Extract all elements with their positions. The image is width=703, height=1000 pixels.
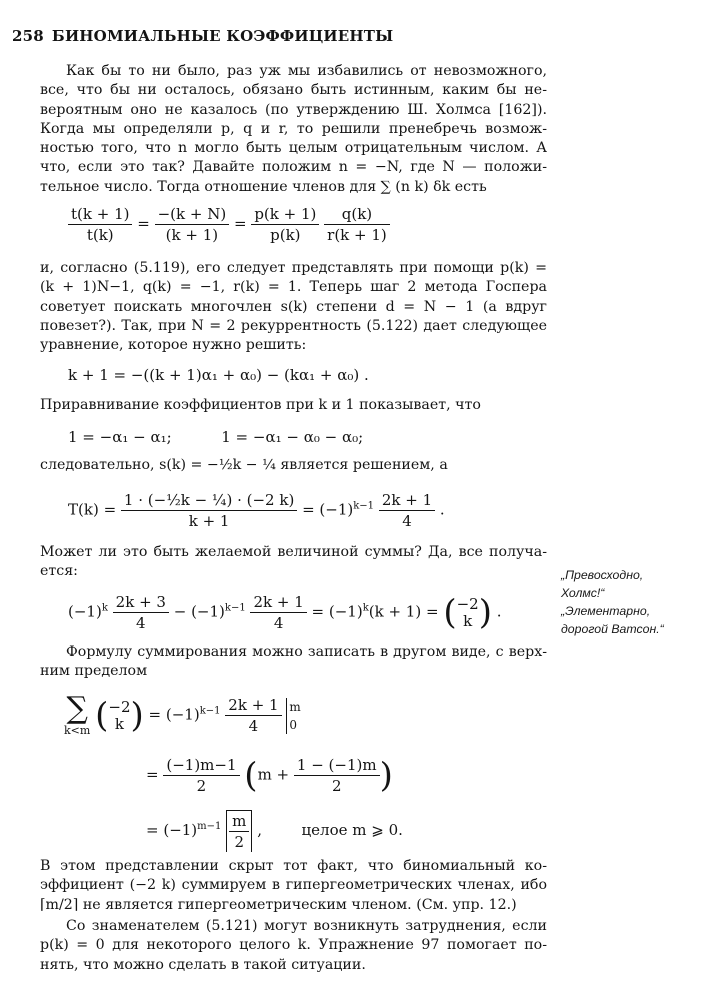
paragraph-5 — [40, 543, 547, 582]
eq6-l1-num: 2k + 1 — [225, 695, 281, 716]
eq6-l3-pre: = (−1) — [146, 821, 198, 839]
eq5-binom-top: −2 — [456, 594, 479, 613]
eq5-b-num: 2k + 1 — [250, 592, 306, 613]
eq6-l2-pre: = — [146, 765, 159, 784]
eq1-r1-num: p(k + 1) — [251, 204, 319, 225]
eq3-right: 1 = −α₁ − α₀ − α₀; — [221, 428, 364, 446]
text-line: повезет?). Так, при N = 2 рекуррентность (5.122) дает следующее — [40, 317, 547, 334]
running-header — [12, 27, 393, 45]
text-line: (k + 1)N−1, q(k) = −1, r(k) = 1. Теперь шаг 2 метода Госпера — [40, 279, 547, 296]
equation-term-ratio: $\frac{t(k + 1)}{t(k)}$ = $\frac{-(k + N)}{(k + 1)}$ = $\frac{p(k + 1)}{p(k)}$ $\frac{q(k)}{r(k + 1)}$ — [68, 204, 390, 245]
text-line: p(k) = 0 для некоторого целого k. Упражнение 97 помогает по- — [40, 937, 547, 954]
text-line: Как бы то ни было, раз уж мы избавились от невозможного, — [66, 63, 547, 79]
eq6-l1-den: 4 — [248, 717, 259, 735]
text-line: уравнение, которое нужно решить: — [40, 337, 307, 354]
eq4-num: 1 · (−½k − ¼) · (−2 k) — [121, 490, 297, 511]
text-line: следовательно, s(k) = −½k − ¼ является решением, а — [40, 457, 448, 473]
text-line: Когда мы определяли p, q и r, то решили пренебречь возмож- — [40, 120, 547, 137]
sum-lower-limit: k<m — [64, 724, 91, 737]
eq6-bar-bot: 0 — [289, 717, 297, 732]
margin-note-line: Холмс!“ — [561, 586, 605, 600]
page-number: 258 — [12, 27, 44, 45]
text-line: ⌈m/2⌉ не является гипергеометрическим членом. (См. упр. 12.) — [40, 896, 517, 913]
eq5-b-den: 4 — [273, 614, 284, 632]
text-line: ним пределом — [40, 663, 148, 680]
eq5-a-den: 4 — [136, 614, 146, 632]
eq6-l1-pre: = (−1) — [148, 705, 200, 724]
eq1-r1-den: p(k) — [270, 226, 301, 244]
eq1-lhs-den: t(k) — [86, 226, 114, 244]
text-line: ностью того, что n могло быть целым отрицательным числом. А — [40, 140, 547, 157]
eq4-rhs-exp: k−1 — [353, 500, 375, 512]
sum-sign: ∑ — [66, 691, 88, 726]
text-line: Со знаменателем (5.121) могут возникнуть затруднения, если — [66, 918, 547, 934]
text-line: нять, что можно сделать в такой ситуации. — [40, 956, 366, 973]
eq6-l1-exp: k−1 — [199, 705, 221, 717]
equation-recurrence: k + 1 = −((k + 1)α₁ + α₀) − (kα₁ + α₀) . — [68, 366, 369, 384]
eq6-l3-exp: m−1 — [197, 821, 222, 832]
paragraph-6 — [40, 643, 547, 682]
eq4-rhs-den: 4 — [402, 512, 412, 530]
eq4-lhs: T(k) = — [68, 500, 117, 519]
equation-coefficients — [68, 428, 363, 446]
eq3-left: 1 = −α₁ − α₁; — [68, 428, 172, 446]
eq1-r2-den: r(k + 1) — [327, 226, 387, 244]
text-line: все, что бы ни осталось, обязано быть истинным, каким бы не- — [40, 82, 547, 99]
text-line: Приравнивание коэффициентов при k и 1 показывает, что — [40, 397, 481, 413]
margin-note-line: дорогой Ватсон.“ — [561, 622, 664, 636]
eq5-b-exp: k−1 — [224, 602, 246, 614]
eq6-l2-den: 2 — [196, 777, 207, 795]
text-line: ется: — [40, 563, 78, 580]
equation-T-of-k — [68, 490, 445, 531]
eq6-binom-top: −2 — [108, 697, 131, 716]
eq6-l3-den: 2 — [234, 833, 245, 851]
eq6-bar-top: m — [289, 699, 301, 714]
eq1-r2-num: q(k) — [324, 204, 390, 225]
paragraph-7 — [40, 857, 547, 915]
paragraph-4 — [40, 456, 547, 475]
paragraph-1 — [40, 62, 547, 197]
eq6-l2-num: (−1)m−1 — [163, 755, 239, 776]
paragraph-2 — [40, 259, 547, 355]
text-line: Формулу суммирования можно записать в другом виде, с верх- — [66, 644, 547, 660]
eq5-tail: . — [496, 602, 502, 621]
eq4-tail: . — [439, 500, 445, 519]
paragraph-8 — [40, 917, 547, 975]
text-line: и, согласно (5.119), его следует представлять при помощи p(k) = — [40, 260, 547, 276]
eq5-binom-bot: k — [463, 611, 473, 630]
eq6-l3-num: m — [229, 811, 249, 832]
equation-summation-line-3 — [146, 810, 403, 852]
eq5-c-exp: k — [362, 602, 369, 614]
margin-note-line: „Элементарно, — [561, 604, 651, 618]
text-line: тельное число. Тогда отношение членов для ∑ (n k) δk есть — [40, 178, 487, 195]
eq1-mid-den: (k + 1) — [165, 226, 219, 244]
text-line: Может ли это быть желаемой величиной суммы? Да, все получа- — [40, 544, 547, 560]
equation-summation-line-2: = $\frac{(-1)m-1}{2}$ (m + $\frac{1 - (-1)m}{2}$ ) — [146, 755, 393, 796]
eq6-l3-cond: целое m ⩾ 0. — [301, 821, 403, 839]
chapter-title: БИНОМИАЛЬНЫЕ КОЭФФИЦИЕНТЫ — [51, 27, 394, 45]
eq6-l3-tail: , — [257, 821, 262, 839]
eq1-lhs-num: t(k + 1) — [68, 204, 132, 225]
paragraph-3 — [40, 396, 547, 415]
eq6-l2-in: m + — [257, 765, 290, 784]
eq5-a-num: 2k + 3 — [113, 592, 169, 613]
eq4-rhs-pre: = (−1) — [302, 500, 354, 519]
eq6-binom-bot: k — [114, 714, 124, 733]
text-line: эффициент (−2 k) суммируем в гипергеометрических членах, ибо — [40, 877, 547, 894]
eq1-mid-num: −(k + N) — [155, 204, 230, 225]
eq5-a-pre: (−1) — [68, 602, 102, 621]
eq4-den: k + 1 — [188, 512, 230, 530]
equation-summation-line-1: ∑ k<m ( −2 k ) = $(-1)^{k-1}$ $\frac{2k + 1}{4}$ m 0 — [64, 691, 301, 737]
eq5-c: = (−1) — [311, 602, 363, 621]
eq5-c-tail: (k + 1) = — [368, 602, 439, 621]
text-line: вероятным оно не казалось (по утверждению Ш. Холмса [162]). — [40, 101, 547, 118]
text-line: советует поискать многочлен s(k) степени d = N − 1 (а вдруг — [40, 298, 547, 315]
eq6-l2-in-den: 2 — [331, 777, 342, 795]
text-line: В этом представлении скрыт тот факт, что биномиальный ко- — [40, 858, 547, 874]
text-line: что, если это так? Давайте положим n = −N, где N — положи- — [40, 159, 547, 176]
eq5-b-pre: − (−1) — [173, 602, 225, 621]
eq5-a-exp: k — [101, 602, 108, 614]
eq6-l2-in-num: 1 − (−1)m — [294, 755, 380, 776]
margin-note-line: „Превосходно, — [561, 568, 644, 582]
eq4-rhs-num: 2k + 1 — [379, 490, 435, 511]
margin-note — [561, 566, 664, 638]
equation-verification: $(-1)^k$ $\frac{2k + 3}{4}$ − $(-1)^{k-1}$ $\frac{2k + 1}{4}$ = $(-1)^k(k + 1)$ = ( −2 k ) . — [68, 592, 502, 633]
